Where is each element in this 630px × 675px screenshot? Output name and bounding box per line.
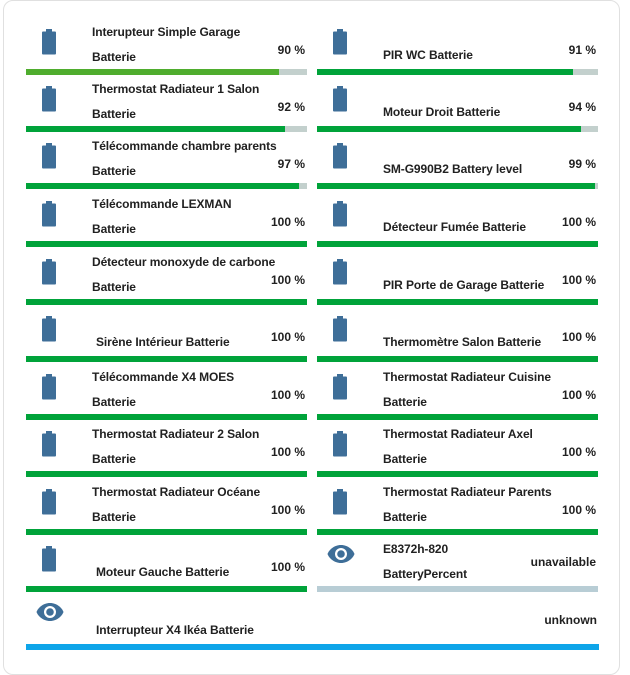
- level-bar: [26, 471, 307, 477]
- entity-name-line2: BatteryPercent: [383, 567, 467, 581]
- battery-icon: [39, 316, 59, 342]
- entity-name-line1: Détecteur monoxyde de carbone: [92, 255, 276, 269]
- entity-tile[interactable]: [26, 255, 307, 305]
- entity-tile[interactable]: [317, 312, 598, 362]
- battery-icon: [330, 374, 350, 400]
- entity-name-line2: Batterie: [92, 395, 136, 409]
- level-bar-fill: [317, 126, 581, 132]
- level-bar-fill: [317, 529, 598, 535]
- entity-value: 100 %: [270, 560, 305, 574]
- entity-name-line2: Batterie: [92, 510, 136, 524]
- level-bar: [317, 183, 598, 189]
- entity-value: 100 %: [270, 273, 305, 287]
- entity-name-line1: Télécommande LEXMAN: [92, 197, 232, 211]
- entity-value: 100 %: [561, 215, 596, 229]
- eye-icon: [327, 544, 355, 564]
- level-bar-fill: [26, 299, 307, 305]
- battery-icon: [330, 143, 350, 169]
- entity-value: 100 %: [561, 503, 596, 517]
- level-bar: [26, 183, 307, 189]
- battery-icon: [39, 143, 59, 169]
- level-bar-fill: [26, 529, 307, 535]
- entity-value: 100 %: [270, 388, 305, 402]
- entity-value: 99 %: [568, 157, 596, 171]
- entity-name-line1: Télécommande X4 MOES: [92, 370, 235, 384]
- level-bar: [26, 586, 307, 592]
- entity-tile[interactable]: [26, 370, 307, 420]
- entity-name-line1: Thermostat Radiateur Océane: [92, 485, 261, 499]
- entity-tile[interactable]: [317, 370, 598, 420]
- level-bar-fill: [317, 356, 598, 362]
- level-bar: [26, 241, 307, 247]
- entity-name-line1: Thermostat Radiateur Parents: [383, 485, 552, 499]
- level-bar: [26, 126, 307, 132]
- entity-name-line2: PIR Porte de Garage Batterie: [383, 278, 545, 292]
- entity-tile[interactable]: [317, 427, 598, 477]
- entity-name-line2: Moteur Gauche Batterie: [96, 565, 230, 579]
- entity-value: 94 %: [568, 100, 596, 114]
- entity-name-line2: SM-G990B2 Battery level: [383, 162, 523, 176]
- entity-value: 100 %: [270, 445, 305, 459]
- entity-value: 91 %: [568, 43, 596, 57]
- level-bar: [317, 69, 598, 75]
- level-bar-fill: [26, 126, 285, 132]
- eye-icon: [36, 602, 64, 622]
- level-bar: [317, 529, 598, 535]
- level-bar: [26, 356, 307, 362]
- entity-tile[interactable]: [26, 197, 307, 247]
- battery-icon: [39, 489, 59, 515]
- entity-name-line2: Batterie: [383, 510, 427, 524]
- entity-tile[interactable]: [317, 82, 598, 132]
- entity-name-line1: Thermostat Radiateur 1 Salon: [92, 82, 260, 96]
- level-bar-fill: [26, 586, 307, 592]
- entity-tile[interactable]: [317, 139, 598, 189]
- battery-icon: [330, 29, 350, 55]
- entity-tile[interactable]: [26, 600, 599, 650]
- entity-name-line1: Thermostat Radiateur 2 Salon: [92, 427, 260, 441]
- entity-name-line2: Batterie: [383, 452, 427, 466]
- level-bar: [26, 414, 307, 420]
- level-bar-fill: [26, 356, 307, 362]
- level-bar: [317, 471, 598, 477]
- level-bar: [317, 414, 598, 420]
- battery-icon: [330, 489, 350, 515]
- level-bar-fill: [26, 471, 307, 477]
- battery-icon: [39, 201, 59, 227]
- battery-icon: [39, 374, 59, 400]
- level-bar-fill: [317, 299, 598, 305]
- entity-tile[interactable]: [26, 312, 307, 362]
- entity-name-line2: Moteur Droit Batterie: [383, 105, 501, 119]
- battery-icon: [330, 86, 350, 112]
- entity-name-line1: Télécommande chambre parents: [92, 139, 277, 153]
- battery-icon: [330, 201, 350, 227]
- level-bar-fill: [317, 241, 598, 247]
- entity-tile[interactable]: [26, 542, 307, 592]
- level-bar-fill: [317, 183, 595, 189]
- entity-value: 100 %: [270, 215, 305, 229]
- entity-tile[interactable]: [26, 427, 307, 477]
- entity-tile[interactable]: [317, 542, 598, 592]
- entity-value: 92 %: [277, 100, 305, 114]
- level-bar: [317, 299, 598, 305]
- level-bar: [317, 356, 598, 362]
- level-bar: [26, 69, 307, 75]
- entity-name-line2: PIR WC Batterie: [383, 48, 473, 62]
- entity-value: unknown: [544, 613, 597, 627]
- entity-tile[interactable]: [317, 485, 598, 535]
- level-bar-fill: [26, 414, 307, 420]
- battery-icon: [39, 546, 59, 572]
- entity-value: 100 %: [561, 388, 596, 402]
- battery-icon: [330, 316, 350, 342]
- level-bar-fill: [317, 69, 573, 75]
- entity-tile[interactable]: [317, 25, 598, 75]
- entity-name-line2: Batterie: [383, 395, 427, 409]
- level-bar: [317, 241, 598, 247]
- level-bar: [26, 299, 307, 305]
- entity-tile[interactable]: [26, 25, 307, 75]
- battery-icon: [39, 86, 59, 112]
- battery-icon: [39, 29, 59, 55]
- level-bar-fill: [317, 471, 598, 477]
- battery-icon: [330, 259, 350, 285]
- level-bar-fill: [26, 69, 279, 75]
- level-bar-fill: [317, 414, 598, 420]
- entity-name-line2: Batterie: [92, 222, 136, 236]
- entity-name-line1: Thermostat Radiateur Axel: [383, 427, 533, 441]
- level-bar-fill: [26, 241, 307, 247]
- level-bar: [317, 126, 598, 132]
- entity-name-line1: E8372h-820: [383, 542, 449, 556]
- entity-name-line2: Batterie: [92, 107, 136, 121]
- battery-icon: [330, 431, 350, 457]
- level-bar: [26, 644, 599, 650]
- entity-name-line2: Détecteur Fumée Batterie: [383, 220, 526, 234]
- entity-tile[interactable]: [317, 197, 598, 247]
- level-bar-fill: [26, 183, 299, 189]
- entity-value: 90 %: [277, 43, 305, 57]
- entity-name-line2: Batterie: [92, 50, 136, 64]
- entity-tile[interactable]: [26, 485, 307, 535]
- entity-value: 100 %: [561, 273, 596, 287]
- entity-name-line2: Batterie: [92, 452, 136, 466]
- level-bar: [26, 529, 307, 535]
- entity-name-line2: Interrupteur X4 Ikéa Batterie: [96, 623, 254, 637]
- entity-tile[interactable]: [317, 255, 598, 305]
- entity-tile[interactable]: [26, 82, 307, 132]
- entity-name-line2: Sirène Intérieur Batterie: [96, 335, 230, 349]
- entity-tile[interactable]: [26, 139, 307, 189]
- entity-name-line1: Thermostat Radiateur Cuisine: [383, 370, 551, 384]
- battery-icon: [39, 431, 59, 457]
- entity-value: 100 %: [270, 330, 305, 344]
- entity-value: 100 %: [561, 445, 596, 459]
- entity-value: unavailable: [530, 555, 596, 569]
- battery-icon: [39, 259, 59, 285]
- entity-name-line2: Thermomètre Salon Batterie: [383, 335, 542, 349]
- entity-value: 97 %: [277, 157, 305, 171]
- entity-name-line1: Interupteur Simple Garage: [92, 25, 241, 39]
- entity-value: 100 %: [270, 503, 305, 517]
- entity-value: 100 %: [561, 330, 596, 344]
- entity-name-line2: Batterie: [92, 164, 136, 178]
- level-bar: [317, 586, 598, 592]
- entity-name-line2: Batterie: [92, 280, 136, 294]
